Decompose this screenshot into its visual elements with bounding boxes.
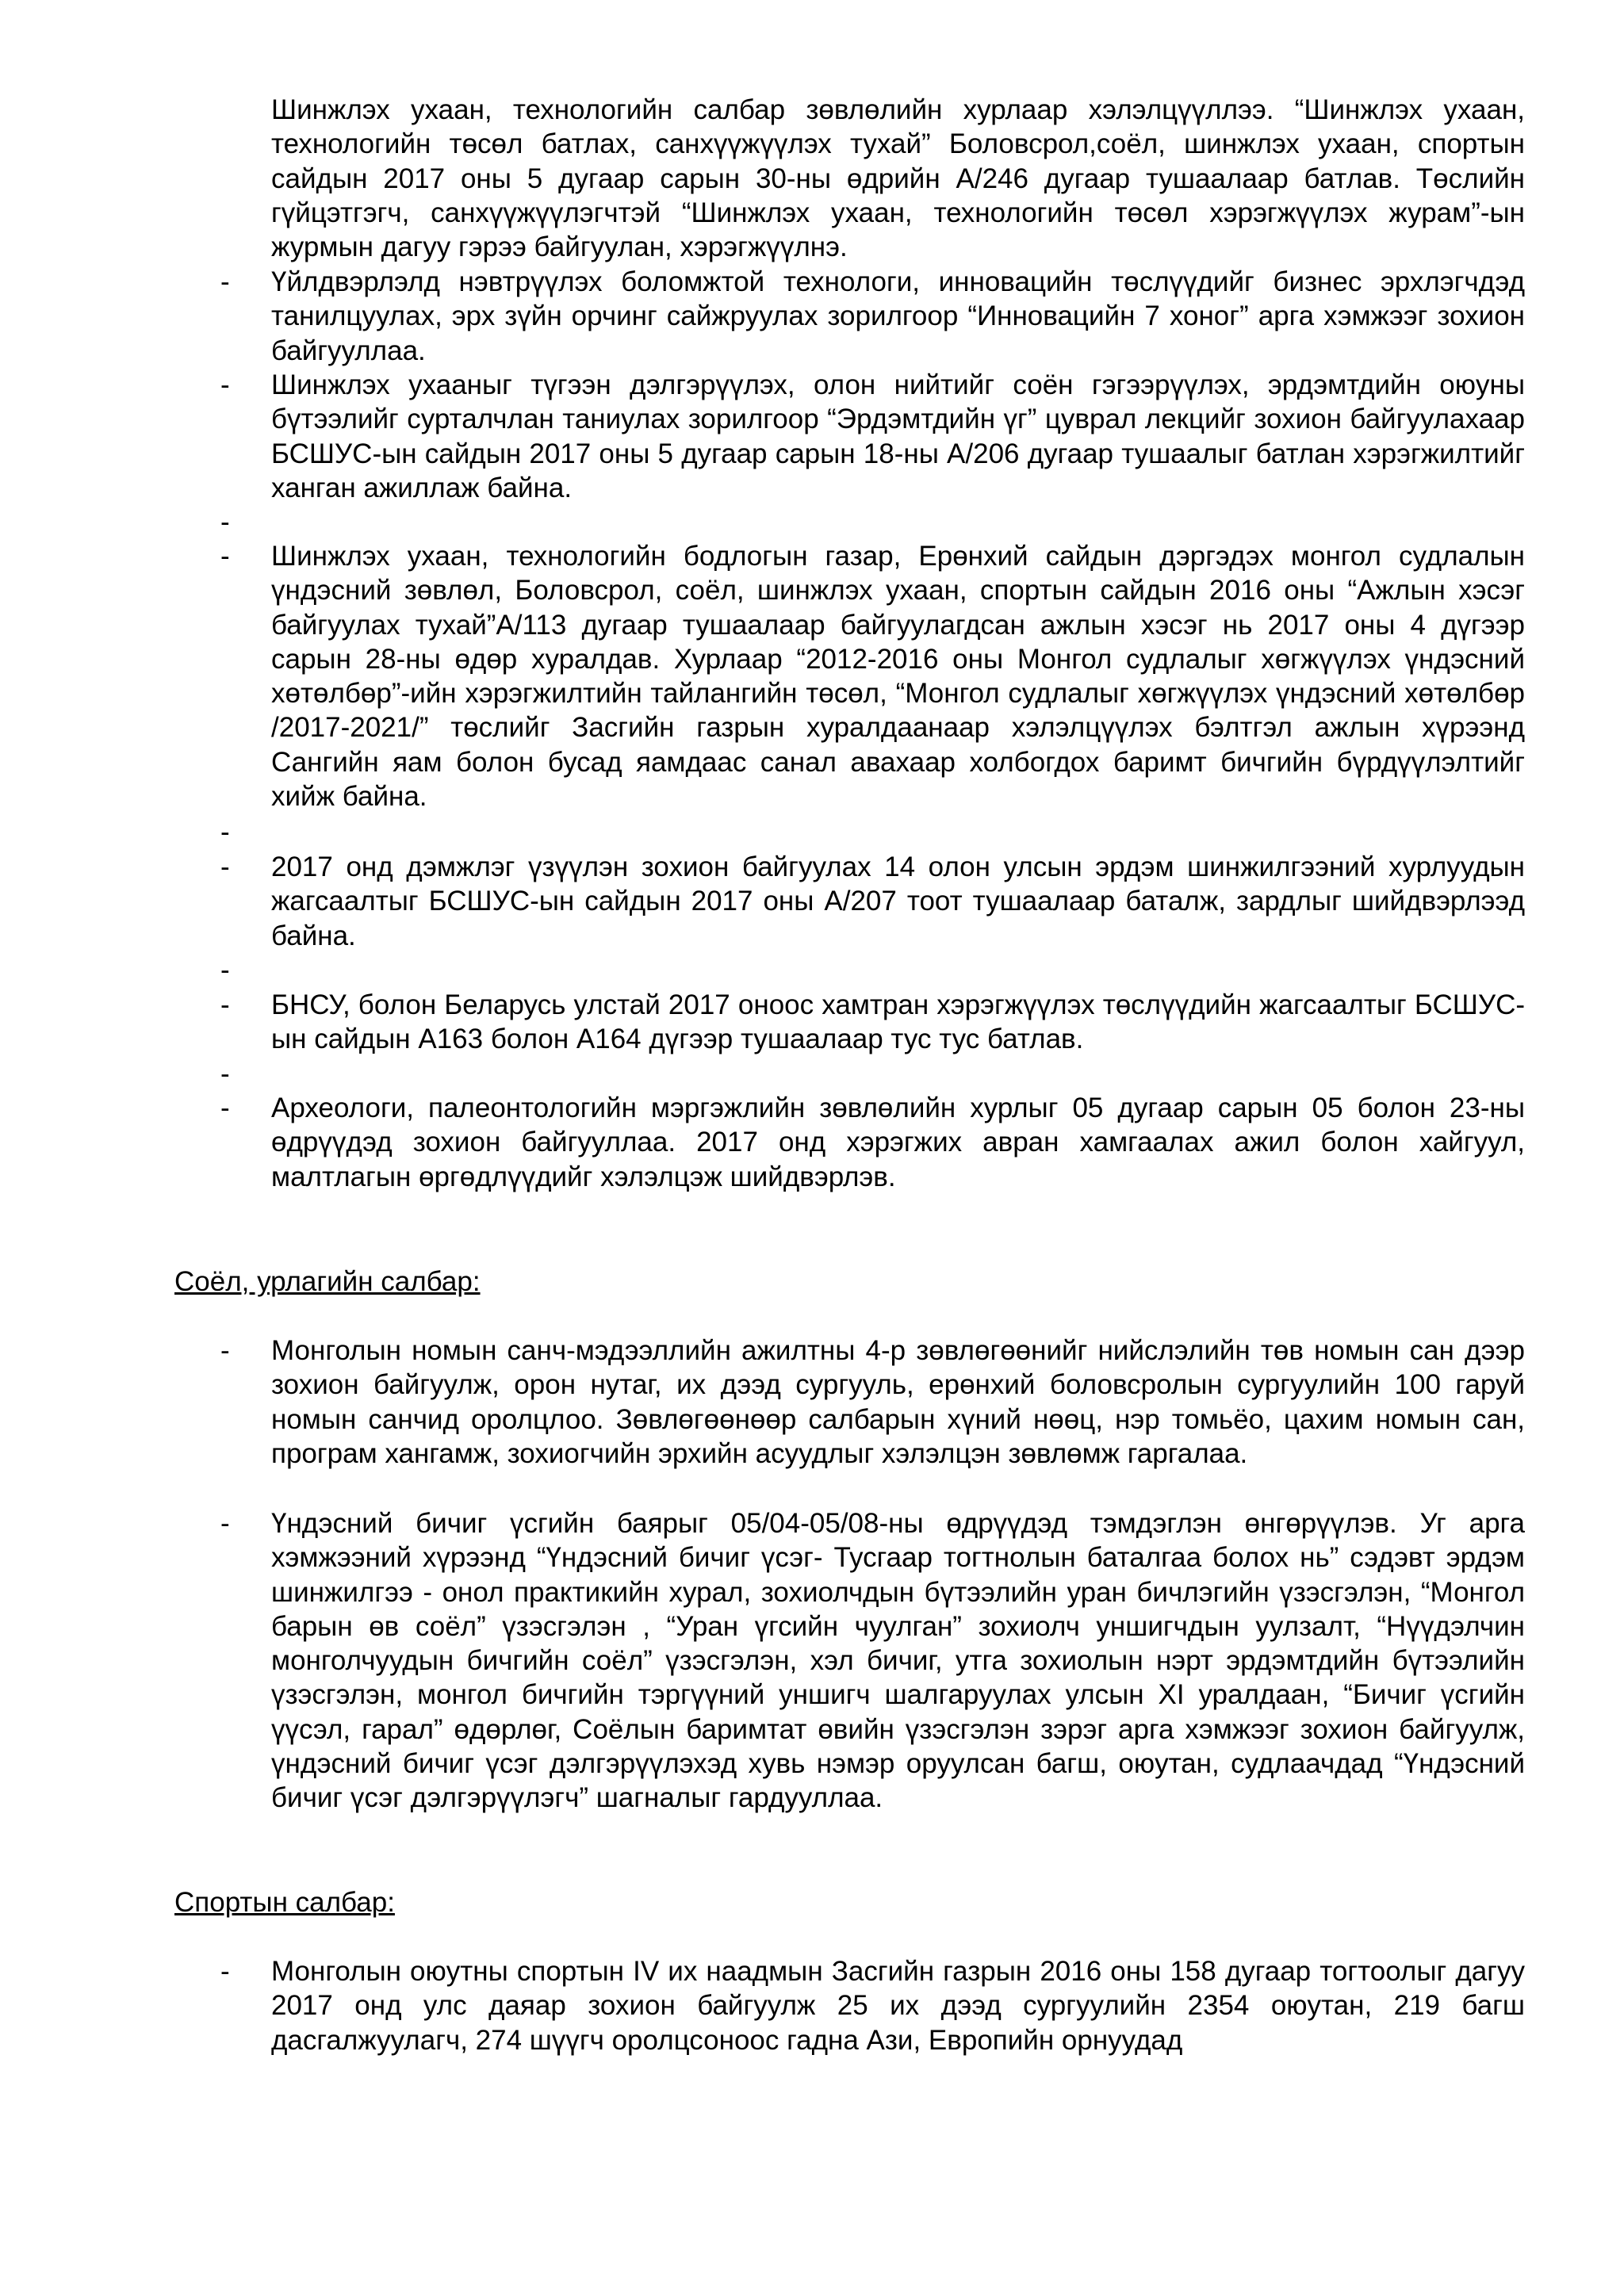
- list-item-text: 2017 онд дэмжлэг үзүүлэн зохион байгуулах 14 олон улсын эрдэм шинжилгээний хурлуудын жагсаалтыг БСШУС-ын сайдын 2017 оны А/207 тоот тушаалаар баталж, зардлыг шийдвэрлээд байна.: [271, 851, 1525, 951]
- science-item-6: [271, 1091, 1525, 1194]
- continuation-paragraph: [271, 93, 1525, 264]
- science-item-2: [271, 368, 1525, 505]
- list-item-text: Монголын оюутны спортын IV их наадмын Засгийн газрын 2016 оны 158 дугаар тогтоолыг дагуу 2017 онд улс даяар зохион байгуулж 25 их дээд сургуулийн 2354 оюутан, 219 багш дасгалжуулагч, 274 шүүгч оролцсоноос гадна Ази, Европийн орнуудад: [271, 1956, 1525, 2056]
- list-dash: -: [220, 541, 230, 572]
- list-item-text: Үндэсний бичиг үсгийн баярыг 05/04-05/08-ны өдрүүдэд тэмдэглэн өнгөрүүлэв. Уг арга хэмжээний хүрээнд “Үндэсний бичиг үсэг- Тусгаар тогтнолын баталгаа болох нь” сэдэвт эрдэм шинжилгээ - онол практикийн хурал, зохиолчдын бүтээлийн уран бичлэгийн үзэсгэлэн, “Монгол барын өв соёл” үзэсгэлэн , “Уран үгсийн чуулган” зохиолч уншигчдын уулзалт, “Нүүдэлчин монголчуудын бичгийн соёл” үзэсгэлэн, хэл бичиг, утга зохиолын нэрт эрдэмтдийн бүтээлийн үзэсгэлэн, монгол бичгийн тэргүүний уншигч шалгаруулах улсын XI уралдаан, “Бичиг үсгийн үүсэл, гарал” өдөрлөг, Соёлын баримтат өвийн үзэсгэлэн зэрэг арга хэмжээг зохион байгуулж, үндэсний бичиг үсэг дэлгэрүүлэхэд хувь нэмэр оруулсан багш, оюутан, судлаачдад “Үндэсний бичиг үсэг дэлгэрүүлэгч” шагналыг гардууллаа.: [271, 1508, 1525, 1814]
- list-item-text: Үйлдвэрлэлд нэвтрүүлэх боломжтой технологи, инновацийн төслүүдийг бизнес эрхлэгчдэд танилцуулах, эрх зүйн орчинг сайжруулах зорилгоор “Инновацийн 7 хоног” арга хэмжээг зохион байгууллаа.: [271, 266, 1525, 366]
- list-item-text: Археологи, палеонтологийн мэргэжлийн зөвлөлийн хурлыг 05 дугаар сарын 05 болон 23-ны өдрүүдэд зохион байгууллаа. 2017 онд хэрэгжих авран хамгаалах ажил болон хайгуул, малтлагын өргөдлүүдийг хэлэлцэж шийдвэрлэв.: [271, 1093, 1525, 1192]
- list-dash: -: [220, 1093, 230, 1123]
- science-item-5: [271, 988, 1525, 1057]
- list-dash: -: [220, 266, 230, 297]
- science-item-4: [271, 850, 1525, 953]
- culture-item-2: [271, 1506, 1525, 1816]
- list-dash: -: [220, 1335, 230, 1366]
- list-dash: -: [220, 1956, 230, 1987]
- list-dash: -: [220, 851, 230, 882]
- list-dash: -: [220, 989, 230, 1020]
- list-item-text: Монголын номын санч-мэдээллийн ажилтны 4-р зөвлөгөөнийг нийслэлийн төв номын сан дээр зохион байгуулж, орон нутаг, их дээд сургууль, ерөнхий боловсролын сургуулийн 100 гаруй номын санчид оролцлоо. Зөвлөгөөнөөр салбарын хүний нөөц, нэр томьёо, цахим номын сан, програм хангамж, зохиогчийн эрхийн асуудлыг хэлэлцэн зөвлөмж гаргалаа.: [271, 1335, 1525, 1469]
- paragraph-text: Шинжлэх ухаан, технологийн салбар зөвлөлийн хурлаар хэлэлцүүллээ. “Шинжлэх ухаан, технологийн төсөл батлах, санхүүжүүлэх тухай” Боловсрол,соёл, шинжлэх ухаан, спортын сайдын 2017 оны 5 дугаар сарын 30-ны өдрийн А/246 дугаар тушаалаар батлав. Төслийн гүйцэтгэгч, санхүүжүүлэгчтэй “Шинжлэх ухаан, технологийн төсөл хэрэгжүүлэх журам”-ын журмын дагуу гэрээ байгуулан, хэрэгжүүлнэ.: [271, 94, 1525, 263]
- empty-list-dash: -: [220, 1058, 230, 1089]
- science-item-1: [271, 265, 1525, 368]
- list-dash: -: [220, 369, 230, 400]
- science-item-3: [271, 539, 1525, 813]
- empty-list-dash: -: [220, 955, 230, 985]
- sports-item-1: [271, 1954, 1525, 2057]
- list-item-text: БНСУ, болон Беларусь улстай 2017 оноос хамтран хэрэгжүүлэх төслүүдийн жагсаалтыг БСШУС-ын сайдын А163 болон А164 дүгээр тушаалаар тус тус батлав.: [271, 989, 1525, 1055]
- sports-section-heading: Спортын салбар:: [174, 1887, 395, 1918]
- culture-section-heading: Соёл, урлагийн салбар:: [174, 1266, 481, 1297]
- empty-list-dash: -: [220, 817, 230, 848]
- list-item-text: Шинжлэх ухааныг түгээн дэлгэрүүлэх, олон нийтийг соён гэгээрүүлэх, эрдэмтдийн оюуны бүтээлийг сурталчлан таниулах зорилгоор “Эрдэмтдийн үг” цуврал лекцийг зохион байгуулахаар БСШУС-ын сайдын 2017 оны 5 дугаар сарын 18-ны А/206 дугаар тушаалыг батлан хэрэгжилтийг ханган ажиллаж байна.: [271, 369, 1525, 503]
- list-dash: -: [220, 1508, 230, 1539]
- culture-item-1: [271, 1334, 1525, 1471]
- empty-list-dash: -: [220, 507, 230, 538]
- list-item-text: Шинжлэх ухаан, технологийн бодлогын газар, Ерөнхий сайдын дэргэдэх монгол судлалын үндэсний зөвлөл, Боловсрол, соёл, шинжлэх ухаан, спортын сайдын 2016 оны “Ажлын хэсэг байгуулах тухай”А/113 дугаар тушаалаар байгуулагдсан ажлын хэсэг нь 2017 оны 4 дүгээр сарын 28-ны өдөр хуралдав. Хурлаар “2012-2016 оны Монгол судлалыг хөгжүүлэх үндэсний хөтөлбөр”-ийн хэрэгжилтийн тайлангийн төсөл, “Монгол судлалыг хөгжүүлэх үндэсний хөтөлбөр /2017-2021/” төслийг Засгийн газрын хуралдаанаар хэлэлцүүлэх бэлтгэл ажлын хүрээнд Сангийн яам болон бусад яамдаас санал авахаар холбогдох баримт бичгийн бүрдүүлэлтийг хийж байна.: [271, 541, 1525, 813]
